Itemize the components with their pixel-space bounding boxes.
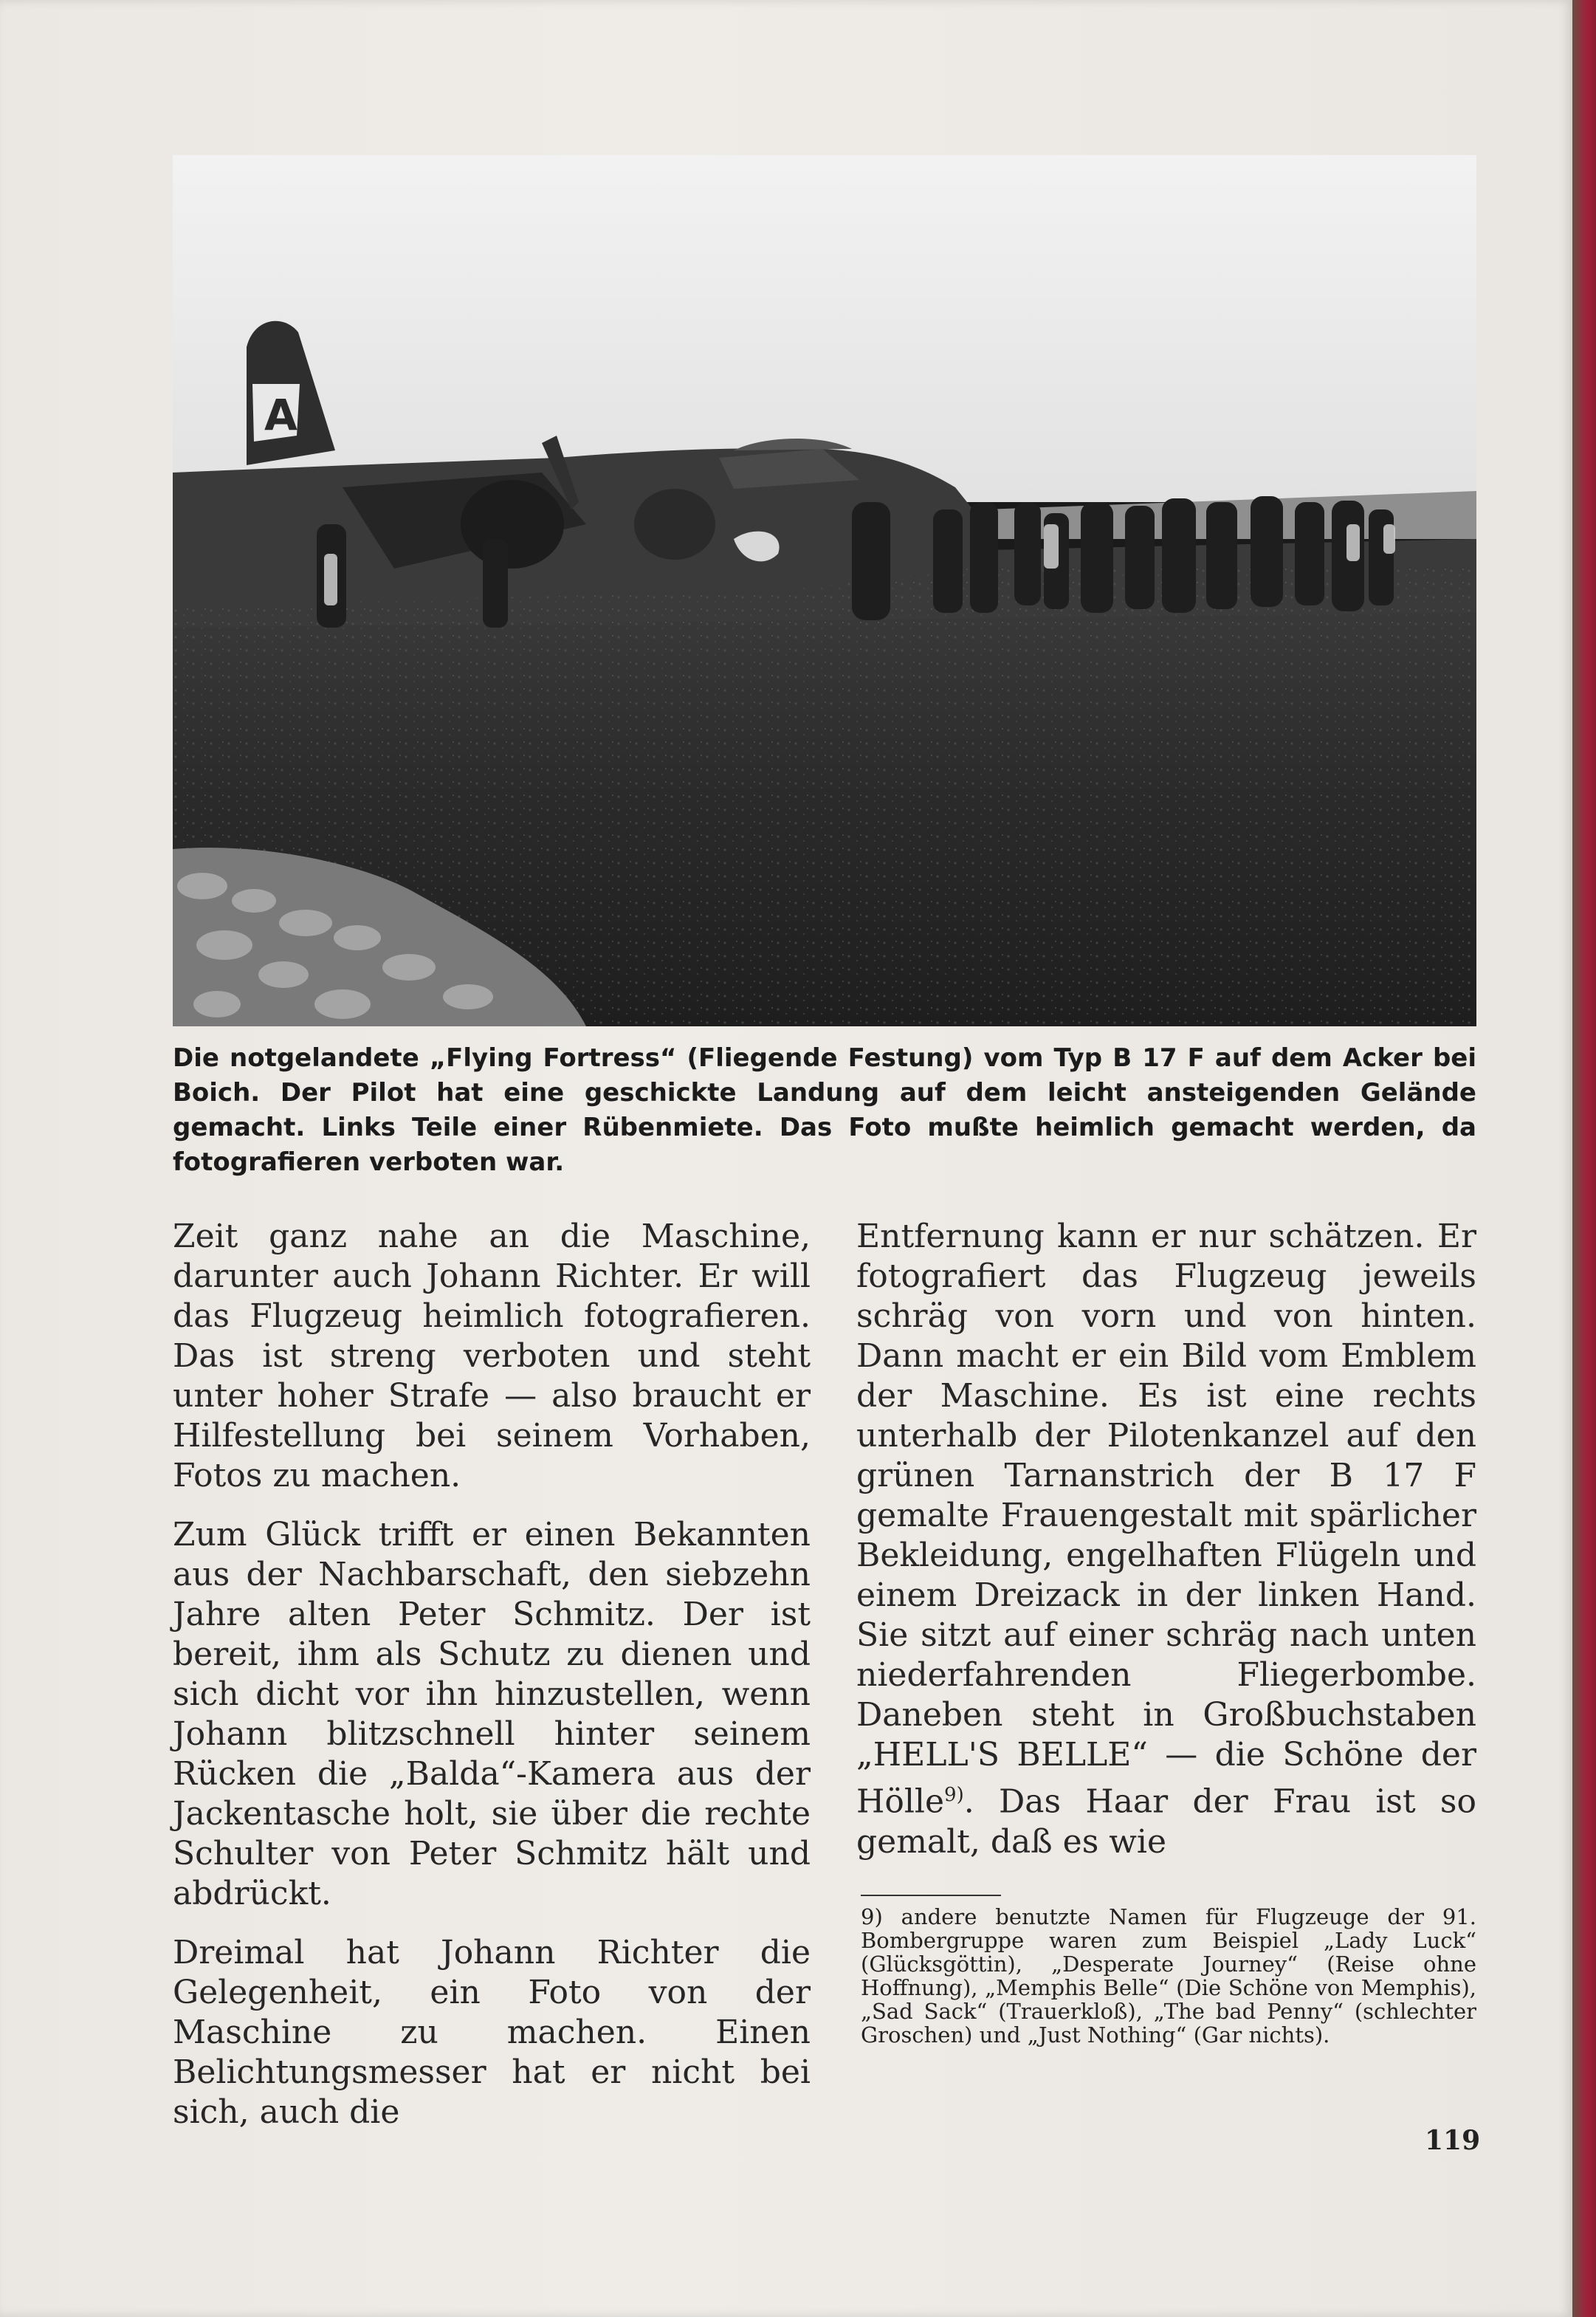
footnote-divider [861, 1895, 1001, 1896]
paragraph [856, 1217, 1476, 1862]
left-text-column [173, 1217, 811, 2152]
b17-photograph [173, 155, 1476, 1026]
paragraph-text: Entfernung kann er nur schätzen. Er fotografiert das Flugzeug jeweils schräg von vorn und von hinten. Dann macht er ein Bild vom Emblem der Maschine. Es ist eine rechts unterhalb der Pilotenkanzel auf den grünen Tarnanstrich der B 17 F gemalte Frauengestalt mit spärlicher Bekleidung, engelhaften Flügeln und einem Dreizack in der linken Hand. Sie sitzt auf einer schräg nach unten niederfahrenden Fliegerbombe. Daneben steht in Großbuchstaben „HELL'S BELLE“ — die Schöne der Hölle [856, 1218, 1476, 1821]
paragraph: Dreimal hat Johann Richter die Gelegenheit, ein Foto von der Maschine zu machen. Einen Belichtungsmesser hat er nicht bei sich, auch die [173, 1934, 811, 2131]
photo-caption: Die notgelandete „Flying Fortress“ (Fliegende Festung) vom Typ B 17 F auf dem Acker bei Boich. Der Pilot hat eine geschickte Landung auf dem leicht ansteigenden Gelände gemacht. Links Teile einer Rübenmiete. Das Foto mußte heimlich gemacht werden, da fotografieren verboten war. [173, 1043, 1476, 1177]
page-number: 119 [1425, 2125, 1481, 2156]
tail-letter: A [264, 390, 297, 440]
paragraph-text: . Das Haar der Frau ist so gemalt, daß es wie [856, 1782, 1476, 1861]
paragraph: Zum Glück trifft er einen Bekannten aus der Nachbarschaft, den siebzehn Jahre alten Peter Schmitz. Der ist bereit, ihm als Schutz zu dienen und sich dicht vor ihn hinzustellen, wenn Johann blitzschnell hinter seinem Rücken die „Balda“-Kamera aus der Jackentasche holt, sie über die rechte Schulter von Peter Schmitz hält und abdrückt. [173, 1516, 811, 1912]
paragraph: Zeit ganz nahe an die Maschine, darunter auch Johann Richter. Er will das Flugzeug heimlich fotografieren. Das ist streng verboten und steht unter hoher Strafe — also braucht er Hilfestellung bei seinem Vorhaben, Fotos zu machen. [173, 1218, 811, 1494]
footnote: 9) andere benutzte Namen für Flugzeuge der 91. Bombergruppe waren zum Beispiel „Lady Luck“ (Glücksgöttin), „Desperate Journey“ (Reise ohne Hoffnung), „Memphis Belle“ (Die Schöne von Memphis), „Sad Sack“ (Trauerkloß), „The bad Penny“ (schlechter Groschen) und „Just Nothing“ (Gar nichts). [861, 1904, 1476, 2047]
footnote-reference: 9) [944, 1784, 964, 1806]
book-cover-edge [1572, 0, 1596, 2317]
photo-illustration [173, 155, 1476, 1026]
right-text-column [856, 1217, 1476, 1881]
